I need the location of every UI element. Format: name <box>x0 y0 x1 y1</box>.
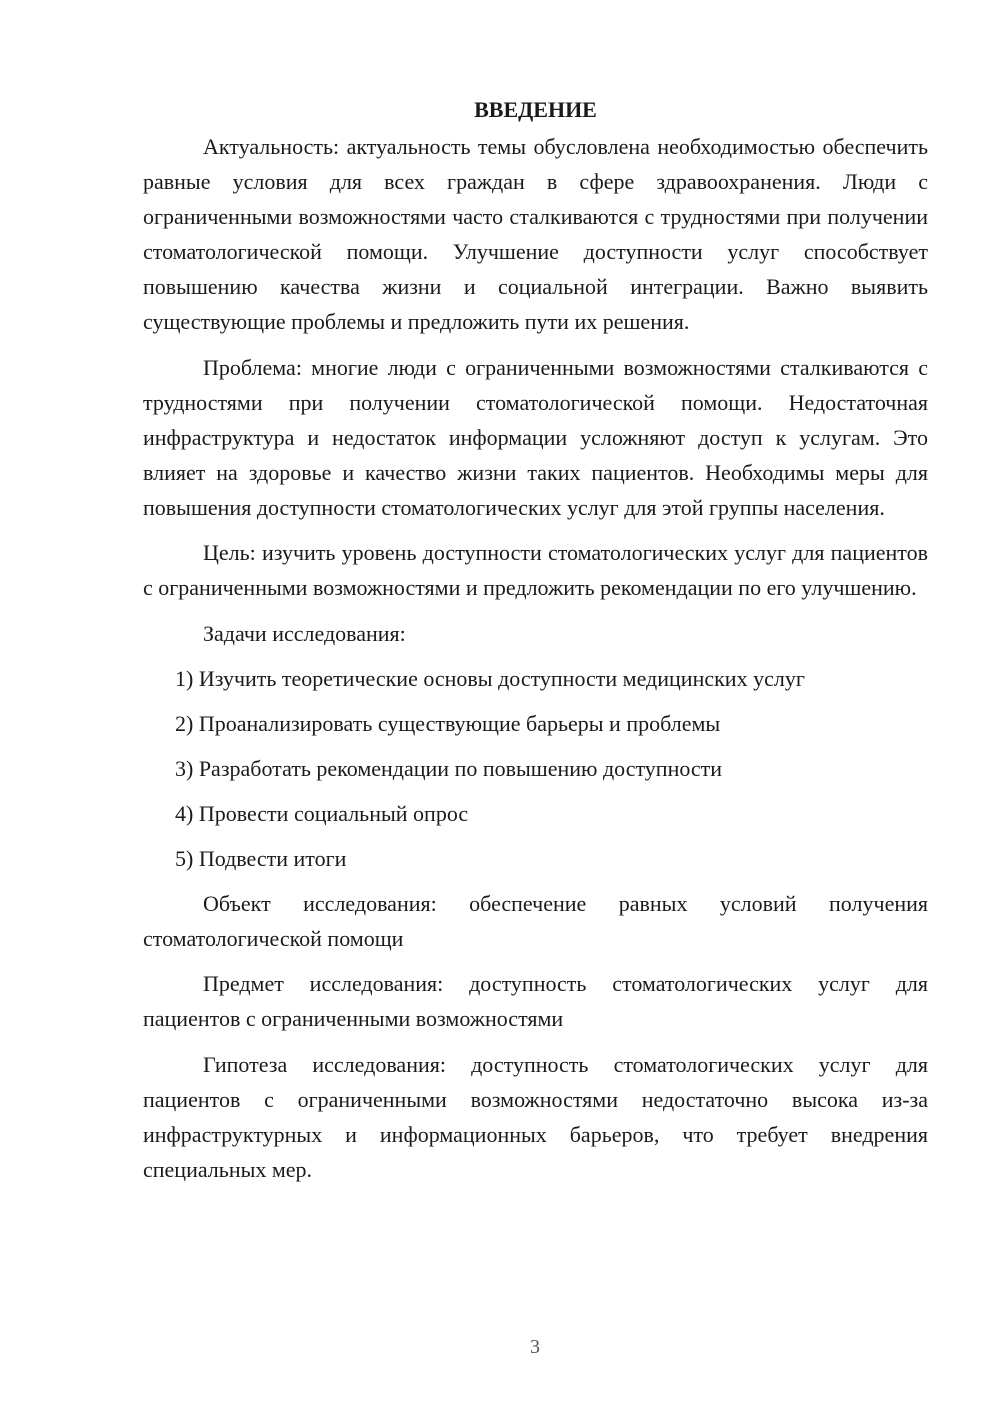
page-title: ВВЕДЕНИЕ <box>474 97 597 122</box>
object-paragraph: Объект исследования: обеспечение равных условий получения стоматологической помощи <box>143 890 928 951</box>
relevance-paragraph: Актуальность: актуальность темы обусловлена необходимостью обеспечить равные условия для всех граждан в сфере здравоохранения. Люди с ограниченными возможностями часто сталкиваются с трудностями при получении стоматологической помощи. Улучшение доступности услуг способствует повышению качества жизни и социальной интеграции. Важно выявить существующие проблемы и предложить пути их решения. <box>143 134 928 334</box>
subject-paragraph: Предмет исследования: доступность стоматологических услуг для пациентов с ограниченными возможностями <box>143 971 928 1031</box>
list-item: 1) Изучить теоретические основы доступности медицинских услуг <box>175 665 805 691</box>
list-item: 2) Проанализировать существующие барьеры и проблемы <box>175 710 721 736</box>
page-number: 3 <box>530 1336 540 1358</box>
list-item: 5) Подвести итоги <box>175 845 347 871</box>
tasks-list <box>143 661 928 876</box>
document-page <box>143 92 928 1197</box>
list-item: 3) Разработать рекомендации по повышению доступности <box>175 755 723 781</box>
tasks-heading: Задачи исследования: <box>203 620 406 646</box>
goal-paragraph: Цель: изучить уровень доступности стоматологических услуг для пациентов с ограниченными возможностями и предложить рекомендации по его улучшению. <box>143 540 928 600</box>
hypothesis-paragraph: Гипотеза исследования: доступность стоматологических услуг для пациентов с ограниченными возможностями недостаточно высока из-за инфраструктурных и информационных барьеров, что требует внедрения специальных мер. <box>143 1051 928 1182</box>
list-item: 4) Провести социальный опрос <box>175 800 469 826</box>
problem-paragraph: Проблема: многие люди с ограниченными возможностями сталкиваются с трудностями при получении стоматологической помощи. Недостаточная инфраструктура и недостаток информации усложняют доступ к услугам. Это влияет на здоровье и качество жизни таких пациентов. Необходимы меры для повышения доступности стоматологических услуг для этой группы населения. <box>143 354 928 520</box>
